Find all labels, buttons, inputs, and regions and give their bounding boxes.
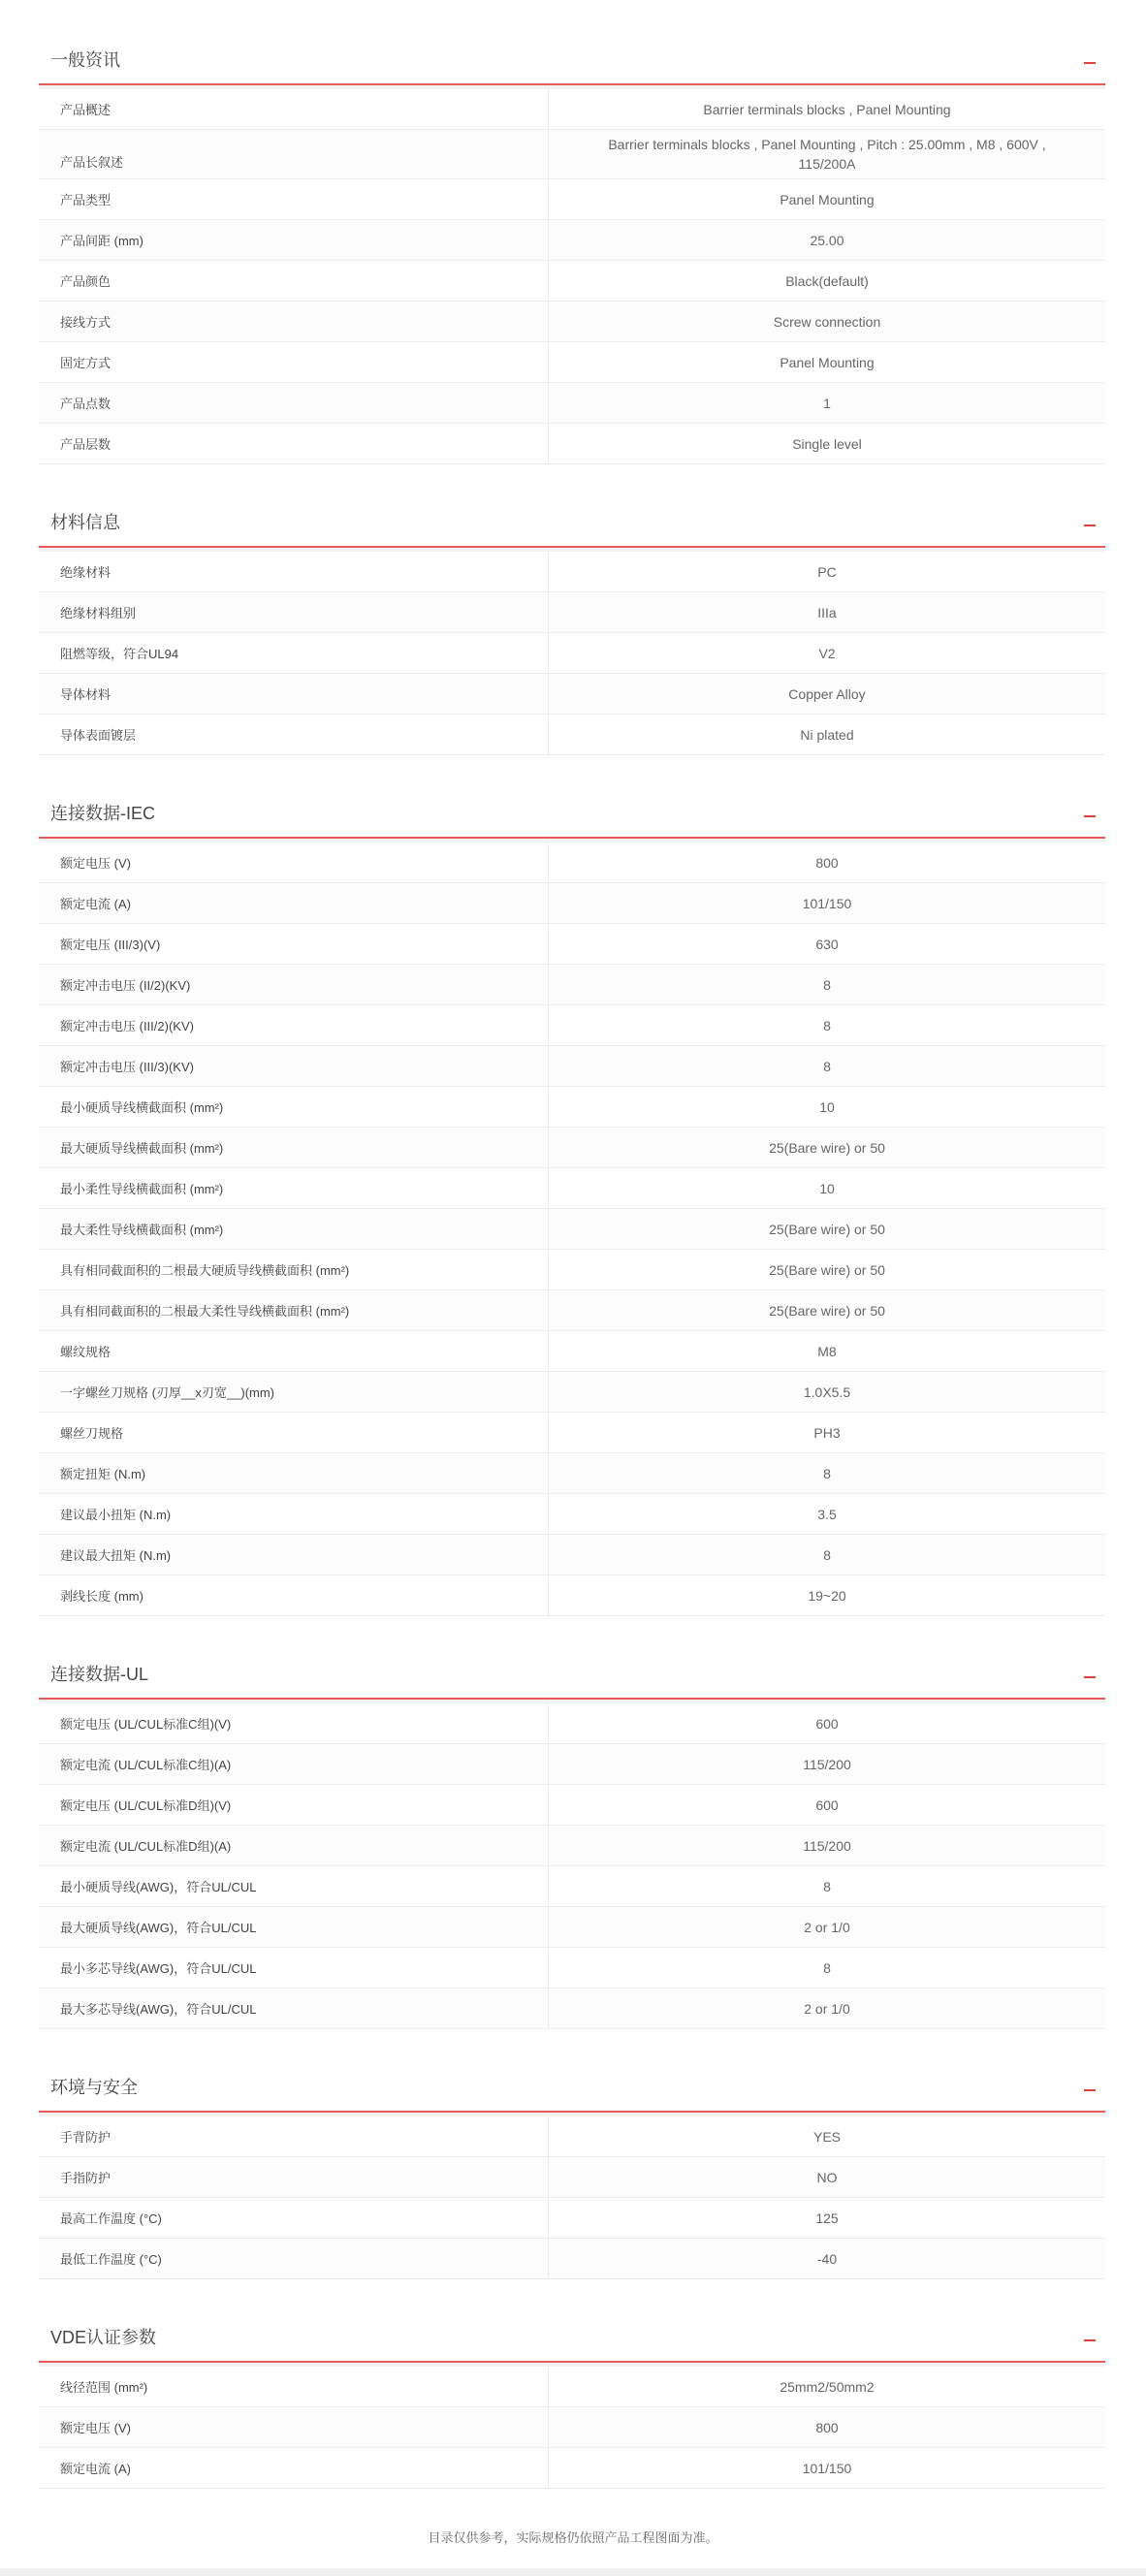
spec-value: 600 <box>815 1715 839 1732</box>
spec-value: 25(Bare wire) or 50 <box>769 1139 885 1156</box>
spec-label: 手背防护 <box>39 2116 549 2156</box>
table-row <box>39 261 1105 302</box>
spec-value: 25.00 <box>810 232 844 248</box>
table-row <box>39 1413 1105 1453</box>
spec-label: 螺丝刀规格 <box>39 1413 549 1452</box>
table-row <box>39 1575 1105 1616</box>
spec-value: M8 <box>817 1343 837 1359</box>
section-title: 材料信息 <box>50 513 120 532</box>
spec-label: 具有相同截面积的二根最大硬质导线横截面积 (mm²) <box>39 1250 549 1289</box>
table-row <box>39 883 1105 924</box>
table-row <box>39 89 1105 130</box>
spec-value: 630 <box>815 936 839 952</box>
collapse-icon[interactable] <box>1084 62 1096 64</box>
spec-section <box>39 2062 1105 2279</box>
table-row <box>39 424 1105 464</box>
spec-label: 具有相同截面积的二根最大柔性导线横截面积 (mm²) <box>39 1290 549 1330</box>
collapse-icon[interactable] <box>1084 2089 1096 2091</box>
spec-label: 额定电压 (V) <box>39 843 549 882</box>
section-header[interactable] <box>39 35 1105 85</box>
spec-value: 10 <box>819 1098 835 1115</box>
section-header[interactable] <box>39 788 1105 839</box>
spec-value: 25mm2/50mm2 <box>780 2378 875 2395</box>
table-row <box>39 674 1105 715</box>
spec-label: 最大硬质导线(AWG)，符合UL/CUL <box>39 1907 549 1947</box>
spec-label: 产品长叙述 <box>39 130 549 178</box>
spec-table <box>39 85 1105 464</box>
table-row <box>39 2157 1105 2198</box>
spec-value: Black(default) <box>785 272 869 289</box>
spec-label: 产品点数 <box>39 383 549 423</box>
spec-label: 建议最大扭矩 (N.m) <box>39 1535 549 1574</box>
table-row <box>39 383 1105 424</box>
table-row <box>39 342 1105 383</box>
table-row <box>39 633 1105 674</box>
table-row <box>39 715 1105 755</box>
table-row <box>39 1128 1105 1168</box>
spec-label: 建议最小扭矩 (N.m) <box>39 1494 549 1534</box>
spec-label: 额定扭矩 (N.m) <box>39 1453 549 1493</box>
section-title: 连接数据-IEC <box>50 804 155 823</box>
table-row <box>39 924 1105 965</box>
spec-value: 115/200 <box>803 1756 851 1772</box>
spec-value: 8 <box>823 1017 831 1034</box>
spec-value: Copper Alloy <box>788 685 866 702</box>
collapse-icon[interactable] <box>1084 815 1096 817</box>
spec-value: 8 <box>823 1058 831 1074</box>
spec-value: Panel Mounting <box>780 354 875 370</box>
collapse-icon[interactable] <box>1084 1676 1096 1678</box>
table-row <box>39 2198 1105 2239</box>
spec-value: 800 <box>815 2419 839 2435</box>
spec-label: 额定冲击电压 (III/3)(KV) <box>39 1046 549 1086</box>
table-row <box>39 1046 1105 1087</box>
spec-value: 19~20 <box>808 1587 846 1604</box>
spec-label: 阻燃等级，符合UL94 <box>39 633 549 673</box>
spec-section <box>39 1649 1105 2029</box>
spec-value: Screw connection <box>773 313 881 330</box>
table-row <box>39 1209 1105 1250</box>
spec-label: 额定电压 (V) <box>39 2407 549 2447</box>
spec-value: 2 or 1/0 <box>804 1919 850 1935</box>
spec-label: 最大多芯导线(AWG)，符合UL/CUL <box>39 1988 549 2028</box>
table-row <box>39 552 1105 592</box>
section-title: 一般资讯 <box>50 50 120 70</box>
table-row <box>39 130 1105 179</box>
spec-section <box>39 497 1105 755</box>
spec-label: 绝缘材料 <box>39 552 549 591</box>
table-row <box>39 2239 1105 2279</box>
spec-label: 线径范围 (mm²) <box>39 2367 549 2406</box>
spec-value: 800 <box>815 854 839 871</box>
table-row <box>39 592 1105 633</box>
spec-value: YES <box>812 2128 841 2145</box>
spec-label: 绝缘材料组别 <box>39 592 549 632</box>
spec-label: 最小硬质导线横截面积 (mm²) <box>39 1087 549 1127</box>
spec-value: 2 or 1/0 <box>804 2000 850 2017</box>
table-row <box>39 1494 1105 1535</box>
spec-label: 额定电流 (A) <box>39 883 549 923</box>
spec-label: 最高工作温度 (°C) <box>39 2198 549 2238</box>
table-row <box>39 179 1105 220</box>
spec-label: 最大硬质导线横截面积 (mm²) <box>39 1128 549 1167</box>
table-row <box>39 1826 1105 1866</box>
spec-table <box>39 2113 1105 2279</box>
spec-label: 一字螺丝刀规格 (刃厚__x刃宽__)(mm) <box>39 1372 549 1412</box>
spec-label: 产品颜色 <box>39 261 549 301</box>
spec-section <box>39 788 1105 1616</box>
collapse-icon[interactable] <box>1084 2339 1096 2341</box>
spec-value: 25(Bare wire) or 50 <box>769 1261 885 1278</box>
table-row <box>39 1168 1105 1209</box>
table-row <box>39 2116 1105 2157</box>
spec-value: 115/200 <box>803 1837 851 1854</box>
table-row <box>39 965 1105 1005</box>
spec-label: 额定电压 (UL/CUL标准C组)(V) <box>39 1703 549 1743</box>
spec-section <box>39 2312 1105 2489</box>
spec-label: 固定方式 <box>39 342 549 382</box>
spec-value: Panel Mounting <box>780 191 875 207</box>
spec-value: PH3 <box>813 1424 841 1441</box>
spec-label: 导体表面镀层 <box>39 715 549 754</box>
spec-table <box>39 1700 1105 2029</box>
table-row <box>39 1866 1105 1907</box>
spec-table <box>39 2363 1105 2489</box>
spec-value: 3.5 <box>817 1506 837 1522</box>
table-row <box>39 1988 1105 2029</box>
spec-label: 最小多芯导线(AWG)，符合UL/CUL <box>39 1948 549 1988</box>
spec-label: 额定电压 (III/3)(V) <box>39 924 549 964</box>
spec-label: 额定冲击电压 (II/2)(KV) <box>39 965 549 1004</box>
spec-value: PC <box>817 563 837 580</box>
spec-value: 1.0X5.5 <box>803 1383 851 1400</box>
table-row <box>39 220 1105 261</box>
table-row <box>39 1290 1105 1331</box>
table-row <box>39 2367 1105 2407</box>
spec-value: 8 <box>823 1959 831 1976</box>
table-row <box>39 2407 1105 2448</box>
spec-value: 125 <box>815 2210 839 2226</box>
spec-value: 10 <box>819 1180 835 1196</box>
section-header[interactable] <box>39 2312 1105 2363</box>
spec-label: 额定电流 (UL/CUL标准D组)(A) <box>39 1826 549 1865</box>
spec-label: 额定冲击电压 (III/2)(KV) <box>39 1005 549 1045</box>
spec-value: 25(Bare wire) or 50 <box>769 1221 885 1237</box>
table-row <box>39 1331 1105 1372</box>
collapse-icon[interactable] <box>1084 525 1096 526</box>
spec-value: 8 <box>823 1465 831 1481</box>
spec-label: 手指防护 <box>39 2157 549 2197</box>
spec-value: 1 <box>823 395 831 411</box>
spec-table <box>39 839 1105 1616</box>
spec-table <box>39 548 1105 755</box>
table-row <box>39 1372 1105 1413</box>
spec-label: 产品层数 <box>39 424 549 463</box>
spec-value: NO <box>816 2169 838 2185</box>
section-title: VDE认证参数 <box>50 2328 157 2347</box>
spec-label: 最小柔性导线横截面积 (mm²) <box>39 1168 549 1208</box>
spec-value: 600 <box>815 1797 839 1813</box>
spec-value: Single level <box>792 435 862 452</box>
spec-label: 最大柔性导线横截面积 (mm²) <box>39 1209 549 1249</box>
spec-value: V2 <box>818 645 836 661</box>
spec-label: 产品间距 (mm) <box>39 220 549 260</box>
spec-container <box>39 35 1105 2522</box>
spec-label: 接线方式 <box>39 302 549 341</box>
spec-value: 101/150 <box>802 895 852 911</box>
table-row <box>39 1453 1105 1494</box>
table-row <box>39 1005 1105 1046</box>
table-row <box>39 2448 1105 2489</box>
table-row <box>39 1535 1105 1575</box>
spec-label: 导体材料 <box>39 674 549 714</box>
spec-value: IIIa <box>817 604 837 620</box>
section-header[interactable] <box>39 497 1105 548</box>
spec-label: 最小硬质导线(AWG)，符合UL/CUL <box>39 1866 549 1906</box>
footer-band <box>0 2568 1146 2576</box>
table-row <box>39 1250 1105 1290</box>
table-row <box>39 843 1105 883</box>
spec-value: 8 <box>823 976 831 993</box>
spec-label: 剥线长度 (mm) <box>39 1575 549 1615</box>
spec-section <box>39 35 1105 464</box>
spec-label: 额定电流 (UL/CUL标准C组)(A) <box>39 1744 549 1784</box>
spec-value: -40 <box>816 2250 838 2267</box>
section-header[interactable] <box>39 2062 1105 2113</box>
table-row <box>39 1744 1105 1785</box>
spec-value: 8 <box>823 1878 831 1894</box>
spec-label: 最低工作温度 (°C) <box>39 2239 549 2278</box>
table-row <box>39 1948 1105 1988</box>
table-row <box>39 1703 1105 1744</box>
spec-label: 螺纹规格 <box>39 1331 549 1371</box>
section-title: 连接数据-UL <box>50 1665 149 1684</box>
spec-value: 101/150 <box>802 2460 852 2476</box>
spec-label: 产品概述 <box>39 89 549 129</box>
spec-value: Barrier terminals blocks , Panel Mounting , Pitch : 25.00mm , M8 , 600V , 115/200A <box>608 137 1046 172</box>
table-row <box>39 302 1105 342</box>
table-row <box>39 1785 1105 1826</box>
footer-note: 目录仅供参考，实际规格仍依照产品工程图面为准。 <box>428 2530 718 2545</box>
spec-value: 25(Bare wire) or 50 <box>769 1302 885 1319</box>
spec-value: 8 <box>823 1546 831 1563</box>
spec-label: 额定电压 (UL/CUL标准D组)(V) <box>39 1785 549 1825</box>
spec-value: Ni plated <box>800 726 854 743</box>
section-header[interactable] <box>39 1649 1105 1700</box>
table-row <box>39 1087 1105 1128</box>
spec-value: Barrier terminals blocks , Panel Mounting <box>703 101 951 117</box>
spec-label: 产品类型 <box>39 179 549 219</box>
table-row <box>39 1907 1105 1948</box>
spec-label: 额定电流 (A) <box>39 2448 549 2488</box>
section-title: 环境与安全 <box>50 2078 138 2097</box>
